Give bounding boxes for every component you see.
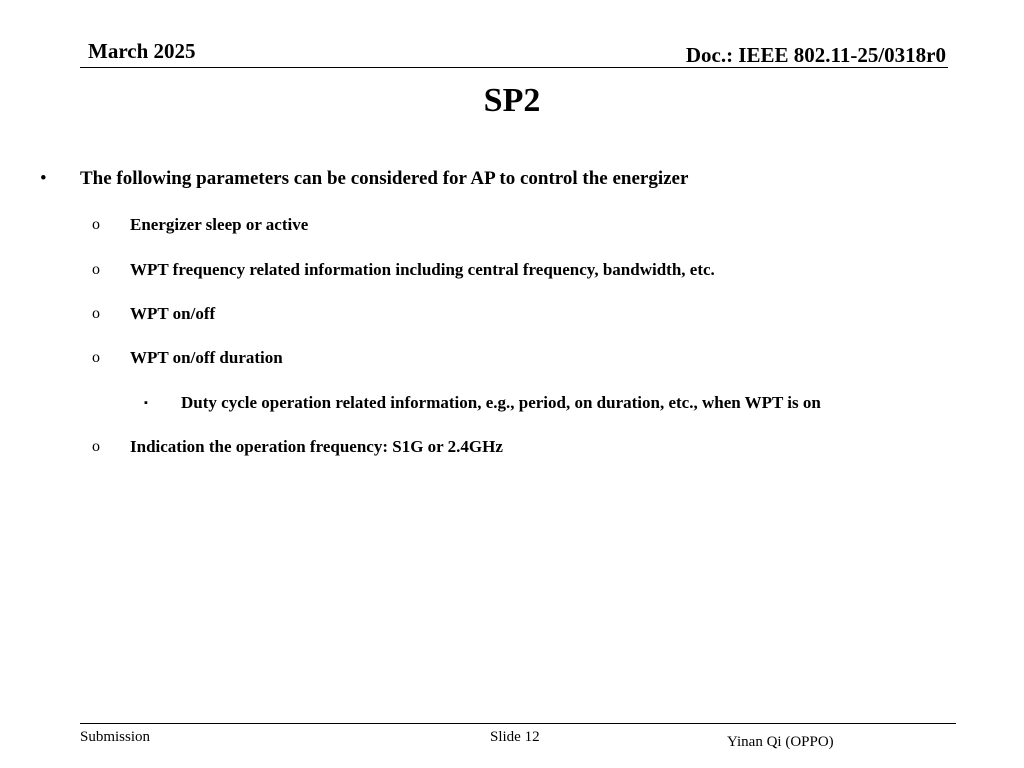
sub-item-marker: o bbox=[92, 438, 100, 455]
sub-item-text: Energizer sleep or active bbox=[130, 215, 309, 234]
sub-item-marker: o bbox=[92, 216, 100, 233]
sub-item-marker: o bbox=[92, 305, 100, 322]
bullet-marker: • bbox=[40, 168, 47, 189]
footer-divider bbox=[80, 723, 956, 724]
header-doc-id: Doc.: IEEE 802.11-25/0318r0 bbox=[685, 43, 946, 67]
header-divider bbox=[80, 67, 948, 68]
header-date: March 2025 bbox=[88, 39, 196, 63]
sub-item-text: Indication the operation frequency: S1G or 2.4GHz bbox=[130, 437, 503, 456]
sub-item-text: WPT on/off bbox=[130, 304, 216, 323]
main-bullet-text: The following parameters can be considered for AP to control the energizer bbox=[80, 168, 689, 189]
sub-item-marker: o bbox=[92, 261, 100, 278]
sub-item-marker: o bbox=[92, 349, 100, 366]
footer-slide-number: Slide 12 bbox=[490, 729, 540, 745]
sub-item-text: WPT frequency related information including central frequency, bandwidth, etc. bbox=[130, 260, 715, 279]
sub-item-text: WPT on/off duration bbox=[130, 348, 283, 367]
footer-author: Yinan Qi (OPPO) bbox=[727, 734, 834, 750]
footer-submission: Submission bbox=[80, 729, 151, 745]
slide-title: SP2 bbox=[483, 82, 541, 119]
sub-sub-item-text: Duty cycle operation related information, e.g., period, on duration, etc., when WPT is on bbox=[181, 393, 821, 412]
square-bullet-icon: ▪ bbox=[144, 397, 148, 409]
